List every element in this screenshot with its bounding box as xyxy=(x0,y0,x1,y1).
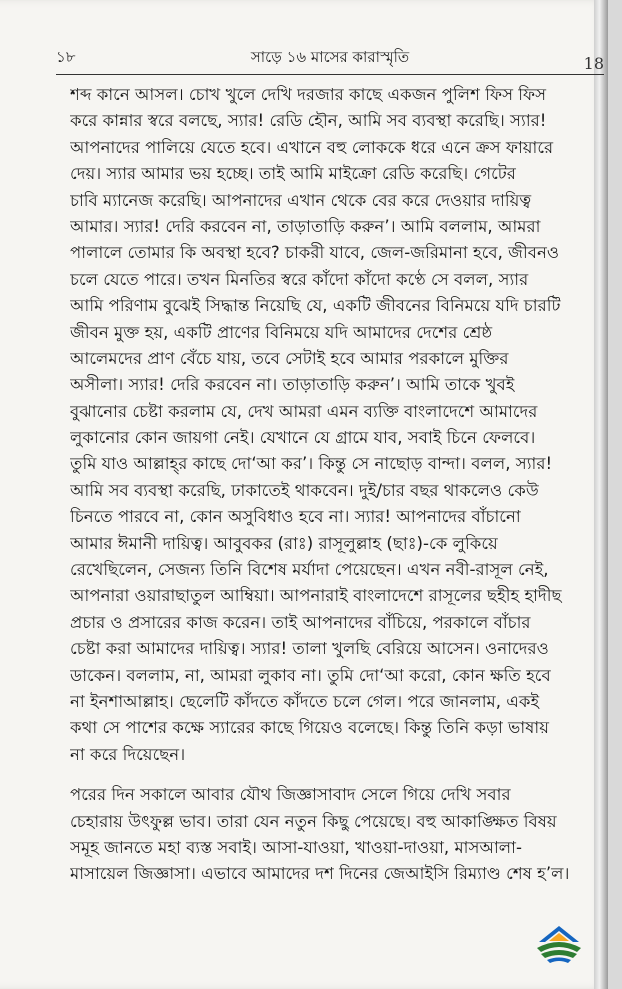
page-number-bengali: ১৮ xyxy=(56,48,76,66)
text-line: ডাকেন। বললাম, না, আমরা লুকাব না। তুমি দো‘আ করো, কোন ক্ষতি হবে xyxy=(70,665,551,685)
text-line: দেয়। স্যার আমার ভয় হচ্ছে। তাই আমি মাইক্রো রেডি করেছি। গেটের xyxy=(70,164,516,184)
text-line: আপনাদের পালিয়ে যেতে হবে। এখানে বহু লোককে ধরে এনে ক্রস ফায়ারে xyxy=(70,137,554,157)
text-line: বুঝানোর চেষ্টা করলাম যে, দেখ আমরা এমন ব্যক্তি বাংলাদেশে আমাদের xyxy=(70,401,538,421)
text-line: আমি সব ব্যবস্থা করেছি, ঢাকাতেই থাকবেন। দুই/চার বছর থাকলেও কেউ xyxy=(70,480,539,500)
text-line: কথা সে পাশের কক্ষে স্যারের কাছে গিয়েও বলেছে। কিন্তু তিনি কড়া ভাষায় xyxy=(70,718,549,738)
text-line: না করে দিয়েছেন। xyxy=(70,744,186,764)
text-line: অসীলা। স্যার! দেরি করবেন না। তাড়াতাড়ি করুন’। আমি তাকে খুবই xyxy=(70,375,515,395)
running-title: সাড়ে ১৬ মাসের কারাস্মৃতি xyxy=(250,48,410,66)
text-line: পালালে তোমার কি অবস্থা হবে? চাকরী যাবে, জেল-জরিমানা হবে, জীবনও xyxy=(70,243,560,263)
publisher-logo-icon xyxy=(533,922,585,966)
book-spine-shadow xyxy=(594,0,608,989)
running-header xyxy=(56,44,604,75)
text-line: আমার ঈমানী দায়িত্ব। আবুবকর (রাঃ) রাসূলুল্লাহ (ছাঃ)-কে লুকিয়ে xyxy=(70,533,498,553)
text-line: পরের দিন সকালে আবার যৌথ জিজ্ঞাসাবাদ সেলে গিয়ে দেখি সবার xyxy=(70,785,511,805)
text-line: প্রচার ও প্রসারের কাজ করেন। তাই আপনাদের বাঁচিয়ে, পরকালে বাঁচার xyxy=(70,612,531,632)
text-line: আলেমদের প্রাণ বেঁচে যায়, তবে সেটাই হবে আমার পরকালে মুক্তির xyxy=(70,348,509,368)
text-line: চলে যেতে পারে। তখন মিনতির স্বরে কাঁদো কাঁদো কণ্ঠে সে বলল, স্যার xyxy=(70,269,529,289)
text-line: আমার। স্যার! দেরি করবেন না, তাড়াতাড়ি করুন’। আমি বললাম, আমরা xyxy=(70,216,541,236)
text-line: আপনারা ওয়ারাছাতুল আম্বিয়া। আপনারাই বাংলাদেশে রাসূলের ছহীহ হাদীছ xyxy=(70,586,562,606)
text-line: না ইনশাআল্লাহ। ছেলেটি কাঁদতে কাঁদতে চলে গেল। পরে জানলাম, একই xyxy=(70,691,540,711)
text-line: চিনতে পারবে না, কোন অসুবিধাও হবে না। স্যার! আপনাদের বাঁচানো xyxy=(70,507,521,527)
text-line: আমি পরিণাম বুঝেই সিদ্ধান্ত নিয়েছি যে, একটি জীবনের বিনিময়ে যদি চারটি xyxy=(70,296,561,316)
text-line: করে কান্নার স্বরে বলছে, স্যার! রেডি হৌন, আমি সব ব্যবস্থা করেছি। স্যার! xyxy=(70,111,547,131)
body-text xyxy=(70,82,592,888)
text-line: লুকানোর কোন জায়গা নেই। যেখানে যে গ্রামে যাব, সবাই চিনে ফেলবে। xyxy=(70,428,536,448)
text-line: সমূহ জানতে মহা ব্যস্ত সবাই। আসা-যাওয়া, খাওয়া-দাওয়া, মাসআলা- xyxy=(70,837,522,857)
page-number: 18 xyxy=(583,54,604,73)
paragraph xyxy=(70,782,592,888)
text-line: রেখেছিলেন, সেজন্য তিনি বিশেষ মর্যাদা পেয়েছেন। এখন নবী-রাসূল নেই, xyxy=(70,560,549,580)
text-line: চেষ্টা করা আমাদের দায়িত্ব। স্যার! তালা খুলছি বেরিয়ে আসেন। ওনাদেরও xyxy=(70,639,549,659)
paragraph xyxy=(70,82,592,768)
text-line: শব্দ কানে আসল। চোখ খুলে দেখি দরজার কাছে একজন পুলিশ ফিস ফিস xyxy=(70,85,547,104)
text-line: চাবি ম্যানেজ করেছি। আপনাদের এখান থেকে বের করে দেওয়ার দায়িত্ব xyxy=(70,190,532,210)
text-line: চেহারায় উৎফুল্ল ভাব। তারা যেন নতুন কিছু পেয়েছে। বহু আকাঙ্ক্ষিত বিষয় xyxy=(70,811,557,831)
text-line: জীবন মুক্ত হয়, একটি প্রাণের বিনিময়ে যদি আমাদের দেশের শ্রেষ্ঠ xyxy=(70,322,493,342)
text-line: মাসায়েল জিজ্ঞাসা। এভাবে আমাদের দশ দিনের জেআইসি রিম্যাণ্ড শেষ হ’ল। xyxy=(70,864,570,884)
text-line: তুমি যাও আল্লাহ্‌র কাছে দো‘আ কর’। কিন্তু সে নাছোড় বান্দা। বলল, স্যার! xyxy=(70,454,553,474)
